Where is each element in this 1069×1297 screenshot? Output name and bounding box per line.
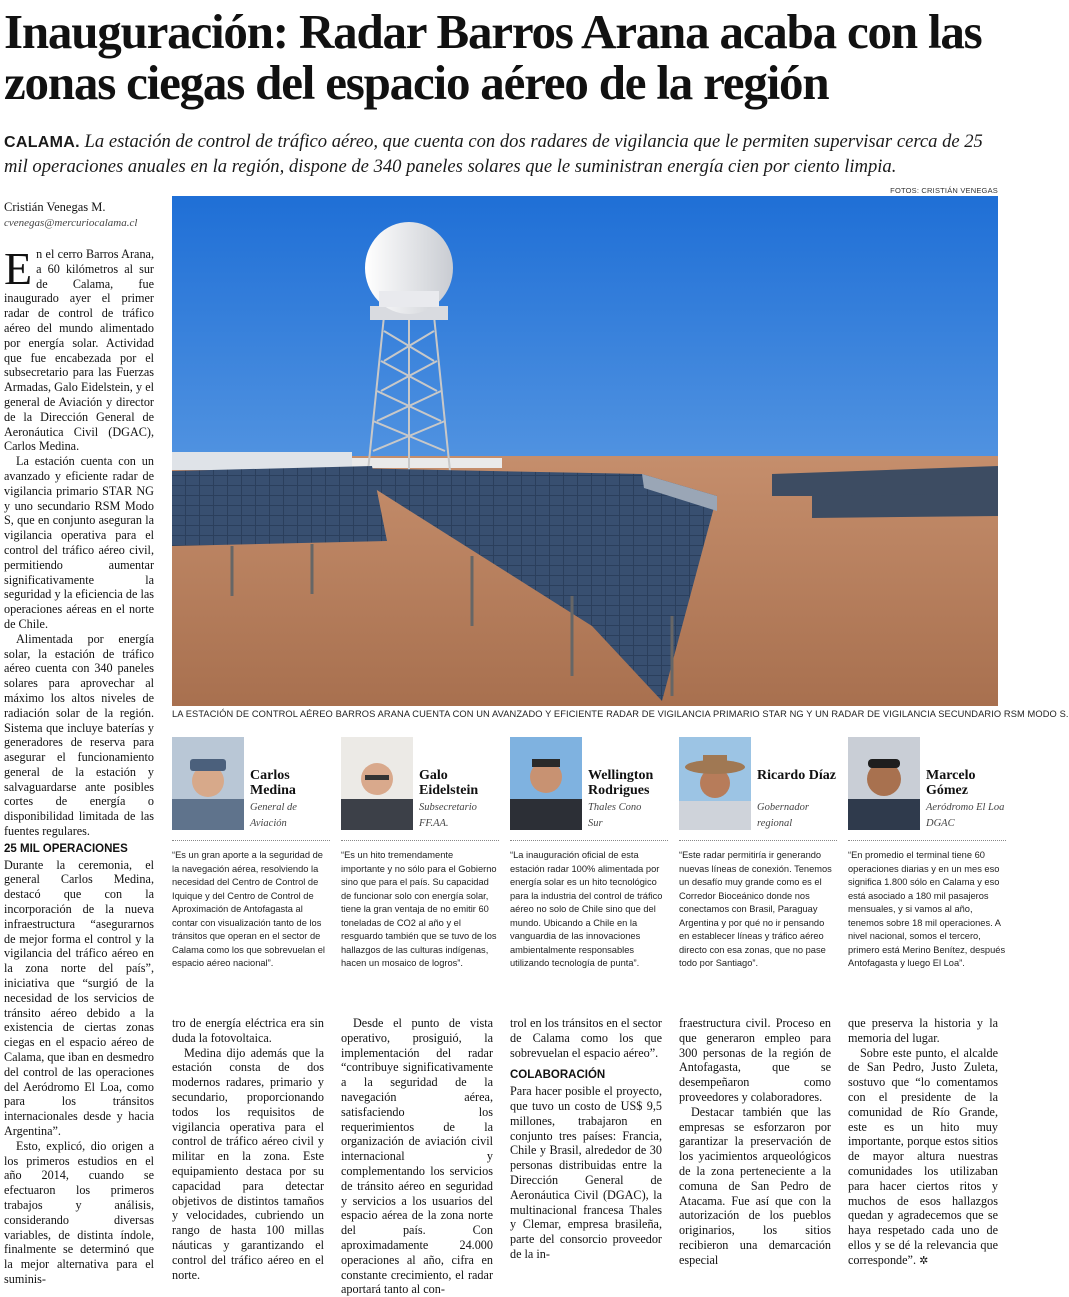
col6-paragraph-1: que preserva la historia y la memoria del lugar.	[848, 1016, 998, 1045]
subhead-collaboration: COLABORACIÓN	[510, 1069, 606, 1082]
portrait-photo	[510, 737, 582, 830]
divider	[341, 840, 499, 841]
person-name: Wellington Rodrigues	[588, 768, 654, 798]
divider	[848, 840, 1006, 841]
column-5	[679, 1016, 831, 1268]
portrait-photo	[848, 737, 920, 830]
col4-paragraph-1: trol en los tránsitos en el sector de Calama como los que sobrevuelan el espacio aéreo”.	[510, 1016, 662, 1060]
col1-paragraph-3: Alimentada por energía solar, la estación de tráfico aéreo cuenta con 340 paneles solares para aprovechar al máximo los altos niveles de radiación solar de la región. Sistema que incluye baterías y generadores de reserva para asegurar el funcionamiento general de la estación y salvaguardarse ante posibles cortes de energía o disponibilidad limitada de las fuentes regulares.	[4, 631, 154, 839]
drop-cap: E	[4, 243, 33, 294]
col2-paragraph-2: Medina dijo además que la estación consta de dos modernos radares, primario y secundario, proporcionando todos los requisitos de vigilancia operativa para el control de tráfico aéreo civil y militar en la zona. Este equipamiento destaca por su capacidad para detectar objetivos de distintos tamaños y velocidades, cubriendo un rango de hasta 100 millas náuticas y garantizando el control del tráfico aéreo en el norte.	[172, 1045, 324, 1282]
portrait-photo	[172, 737, 244, 830]
person-role: General de Aviación	[250, 802, 297, 829]
col1-paragraph-4: Durante la ceremonia, el general Carlos Medina, destacó que con la incorporación de la nueva infraestructura “asegurarnos de mejor forma el control y la vigilancia del tráfico aéreo en la zona norte del país”, iniciativa que “surgió de la necesidad de los servicios de tránsito aéreo debido a la existencia de ciertas zonas ciegas en el espacio aéreo de Calama, que iban en desmedro del control de las operaciones del Aeródromo El Loa, como para los tránsitos internacionales desde y hacia Argentina”.	[4, 857, 154, 1139]
divider	[172, 840, 330, 841]
subhead-operations: 25 MIL OPERACIONES	[4, 842, 128, 855]
person-name: Carlos Medina	[250, 768, 296, 798]
column-2	[172, 1016, 324, 1282]
lead-paragraph	[4, 130, 996, 179]
lead-text: La estación de control de tráfico aéreo, que cuenta con dos radares de vigilancia que le permiten supervisar cerca de 25 mil operaciones anuales en la región, dispone de 340 paneles solares que le suministran energía cien por ciento limpia.	[4, 131, 983, 177]
person-name: Marcelo Gómez	[926, 768, 976, 798]
divider	[679, 840, 837, 841]
person-role: Aeródromo El Loa DGAC	[926, 802, 1005, 829]
person-name: Galo Eidelstein	[419, 768, 479, 798]
photo-caption: LA ESTACIÓN DE CONTROL AÉREO BARROS ARANA CUENTA CON UN AVANZADO Y EFICIENTE RADAR DE VIGILANCIA PRIMARIO STAR NG Y UN RADAR DE VIGILANCIA SECUNDARIO RSM MODO S.	[172, 709, 1069, 719]
author-email[interactable]: cvenegas@mercuriocalama.cl	[4, 217, 138, 229]
end-mark-icon: ✲	[919, 1254, 929, 1267]
column-4	[510, 1016, 662, 1262]
col1-paragraph-5: Esto, explicó, dio origen a los primeros estudios en el año 2014, cuando se efectuaron los primeros trabajos y análisis, considerando diversas variables, de distinta índole, finalmente se determinó que la mejor alternativa para el suminis-	[4, 1138, 154, 1286]
person-name: Ricardo Díaz	[757, 768, 836, 783]
photo-credit: FOTOS: CRISTIÁN VENEGAS	[890, 186, 998, 195]
person-role: Subsecretario FF.AA.	[419, 802, 477, 829]
person-quote: “Es un hito tremendamente importante y no sólo para el Gobierno sino que para el país. Su capacidad de funcionar solo con energía solar, tiene la gran ventaja de no emitir 60 toneladas de CO2 al año y el resguardo también que se tuvo de los hallazgos de las culturas indígenas, hacen un mosaico de logros”.	[341, 850, 497, 968]
column-6	[848, 1016, 998, 1269]
person-quote: “Es un gran aporte a la seguridad de la navegación aérea, resolviendo la necesidad del Centro de Control de Iquique y del Centro de Control de Aproximación de Antofagasta al contar con visualización tanto de los tránsitos que operan en el sector de Calama como los que sobrevuelan el espacio aéreo nacional”.	[172, 850, 325, 968]
col1-paragraph-2: La estación cuenta con un avanzado y eficiente radar de vigilancia primario STAR NG y uno secundario RSM Modo S, que en conjunto aseguran la vigilancia operativa para el control del tráfico aéreo civil, permitiendo aumentar significativamente la seguridad y la eficiencia de las operaciones aéreas en el norte de Chile.	[4, 454, 154, 631]
headline: Inauguración: Radar Barros Arana acaba con las zonas ciegas del espacio aéreo de la región	[4, 4, 982, 110]
author-name: Cristián Venegas M.	[4, 200, 106, 214]
col3-paragraph-1: Desde el punto de vista operativo, prosiguió, la implementación del radar “contribuye significativamente a la seguridad de la navegación aérea, satisfaciendo los requerimientos de la organización de aviación civil internacional y complementando los servicios de tránsito aéreo en seguridad y servicios a los usuarios del espacio aérea de la zona norte del país. Con aproximadamente 24.000 operaciones al año, cifra en constante crecimiento, el radar aportará tanto al con-	[341, 1016, 493, 1297]
dateline: CALAMA.	[4, 134, 80, 151]
person-quote: “La inauguración oficial de esta estación radar 100% alimentada por energía solar es un hito tecnológico para la industria del control de tráfico aéreo no solo de Chile sino que del mundo. Ubicando a Chile en la vanguardia de las innovaciones ambientalmente responsables utilizando tecnología de punta”.	[510, 850, 663, 968]
column-1	[4, 243, 154, 1287]
col6-paragraph-2-text: Sobre este punto, el alcalde de San Pedro, Justo Zuleta, sostuvo que “lo comentamos con el presidente de la comunidad de Río Grande, este es un hito muy importante, porque estos sitios de mayor altura nuestras comunidades los utilizaban para hacer ciertos ritos y muchos de esos hallazgos quedan y agradecemos que se haya respetado cada uno de ellos y se dé la relevancia que corresponde”.	[848, 1045, 998, 1267]
person-quote: “Este radar permitiría ir generando nuevas líneas de conexión. Tenemos un desafío muy grande como es el Corredor Bioceánico donde nos conectamos con Brasil, Paraguay Argentina y por qué no ir pensando en establecer líneas y tráfico aéreo directo con esa zonas, que no pase todo por Santiago”.	[679, 850, 832, 968]
person-quote: “En promedio el terminal tiene 60 operaciones diarias y en un mes eso significa 1.800 sólo en Calama y eso está asociado a 180 mil pasajeros mensuales, y si vamos al año, tenemos sobre 18 mil operaciones. A nivel nacional, somos el tercero, primero está Merino Benítez, después Antofagasta y luego El Loa”.	[848, 850, 1006, 968]
column-3	[341, 1016, 493, 1297]
col6-paragraph-2	[848, 1046, 998, 1269]
divider	[510, 840, 668, 841]
person-role: Gobernador regional	[757, 802, 809, 829]
col2-paragraph-1: tro de energía eléctrica era sin duda la fotovoltaica.	[172, 1016, 324, 1045]
col5-paragraph-1: fraestructura civil. Proceso en que generaron empleo para 300 personas de la región de Antofagasta, que se desempeñaron como proveedores y colaboradores.	[679, 1016, 831, 1104]
col1-paragraph-1: n el cerro Barros Arana, a 60 kilómetros al sur de Calama, fue inaugurado ayer el primer radar de control de tráfico aéreo del mundo alimentado por energía solar. Actividad que fue encabezada por el subsecretario para las Fuerzas Armadas, Galo Eidelstein, y el general de Aviación y director de la Dirección General de Aeronáutica Civil (DGAC), Carlos Medina.	[4, 247, 154, 454]
radar-solar-illustration	[172, 196, 998, 706]
col4-paragraph-2: Para hacer posible el proyecto, que tuvo un costo de US$ 9,5 millones, trabajaron en conjunto tres países: Francia, Chile y Brasil, alrededor de 30 personas distribuidas entre la Dirección General de Aeronáutica Civil (DGAC), la multinacional francesa Thales y Clemar, empresa brasileña, parte del consorcio proveedor de la in-	[510, 1084, 662, 1261]
portrait-photo	[341, 737, 413, 830]
person-role: Thales Cono Sur	[588, 802, 642, 829]
portrait-photo	[679, 737, 751, 830]
main-photo	[172, 196, 998, 706]
col5-paragraph-2: Destacar también que las empresas se esforzaron por garantizar la preservación de los yacimientos arqueológicos de la zona perteneciente a la comuna de San Pedro de Atacama. Fue así que con la autorización de los pueblos originarios, los sitios recibieron una demarcación especial	[679, 1104, 831, 1267]
